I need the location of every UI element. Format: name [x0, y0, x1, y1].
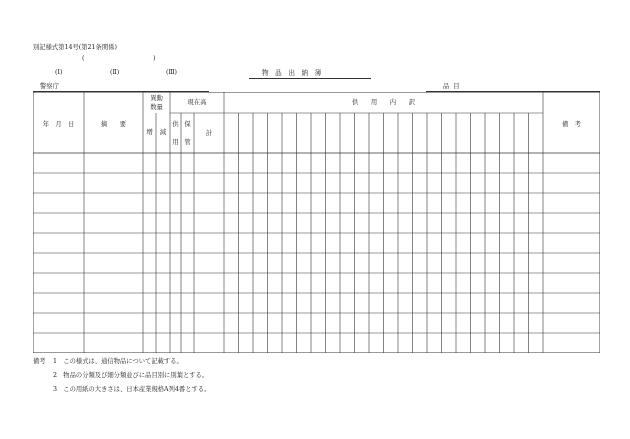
item-name-label: 品目 — [443, 83, 464, 90]
volume-mark-2: (Ⅱ) — [110, 69, 120, 76]
note-3: 3 この用紙の大きさは、日本産業規格A列4番とする。 — [53, 386, 211, 393]
ledger-title-underline — [249, 78, 371, 79]
header-decrease: 減 — [159, 129, 167, 136]
header-change-qty-2: 数量 — [150, 104, 163, 111]
paren-close: ) — [153, 55, 156, 62]
note-2: 2 物品の分類及び細分類並びに品目別に別葉とする。 — [53, 372, 209, 379]
agency-name: 警察庁 — [40, 83, 59, 90]
header-change-qty-1: 異動 — [150, 95, 163, 102]
ledger-title: 物 品 出 納 簿 — [262, 69, 322, 77]
header-remarks: 備 考 — [562, 121, 581, 128]
header-in-use-1: 供 — [172, 121, 179, 128]
ledger-grid — [33, 92, 600, 353]
volume-mark-1: (Ⅰ) — [55, 69, 63, 76]
header-in-use-2: 用 — [172, 139, 179, 146]
header-current-stock: 現在高 — [187, 99, 207, 106]
paren-open: ( — [82, 55, 85, 62]
header-usage-breakdown: 供 用 内 訳 — [352, 99, 415, 106]
header-storage-1: 保 — [184, 121, 191, 128]
volume-mark-3: (Ⅲ) — [166, 69, 177, 76]
header-date: 年 月 日 — [42, 121, 75, 128]
header-total: 計 — [205, 130, 213, 137]
form-reference: 別記様式第14号(第21条関係) — [33, 44, 117, 51]
header-summary: 摘 要 — [100, 121, 127, 128]
notes-label: 備考 — [33, 358, 46, 365]
header-increase: 増 — [146, 129, 153, 136]
header-storage-2: 管 — [184, 139, 191, 146]
ledger-table — [33, 92, 600, 353]
note-1: 1 この様式は、通信物品について記載する。 — [53, 358, 183, 365]
